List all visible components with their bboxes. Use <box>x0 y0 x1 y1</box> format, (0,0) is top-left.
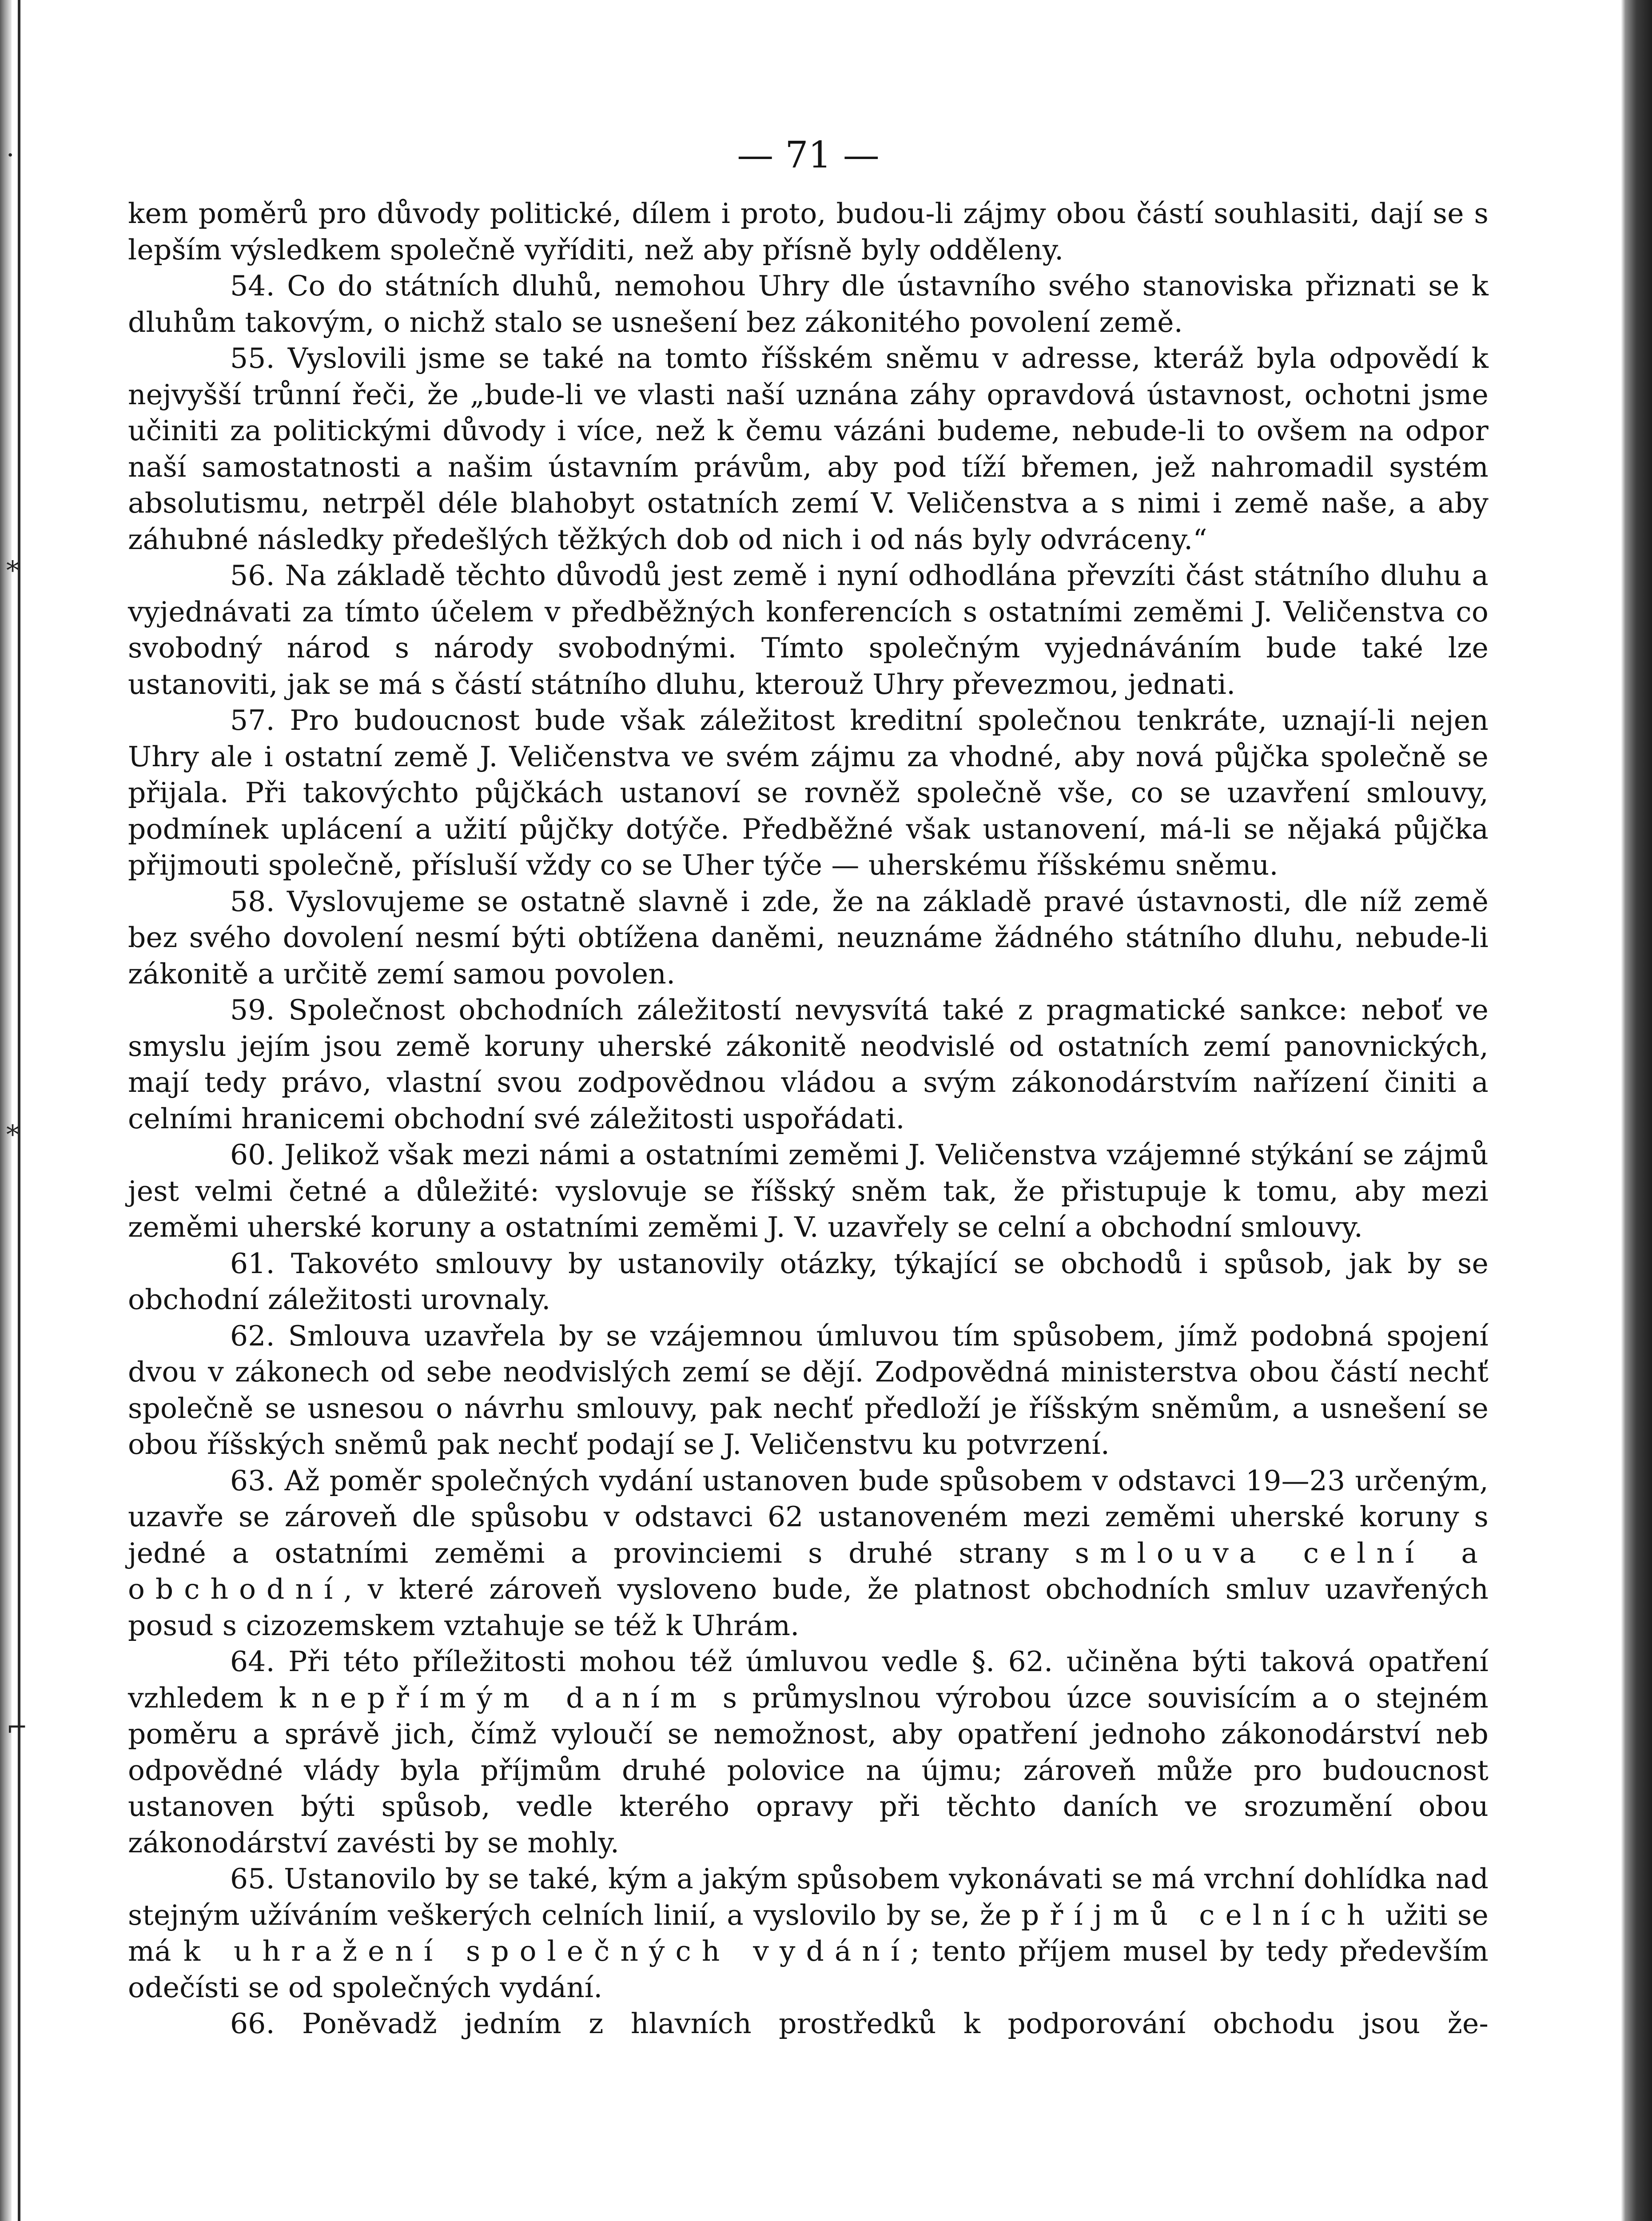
document-page <box>128 133 1489 2042</box>
paragraph-64-text: 64. Při této příležitosti mohou též úmluvou vedle §. 62. učiněna býti taková opatření vzhledem k <box>128 1645 1489 1714</box>
paragraph-continued: kem poměrů pro důvody politické, dílem i proto, budou-li zájmy obou částí souhlasiti, dají se s lepším výsledkem společně vyříditi, než aby přísně byly odděleny. <box>128 197 1489 266</box>
margin-mark: * <box>6 1119 19 1150</box>
paragraph-60: 60. Jelikož však mezi námi a ostatními zeměmi J. Veličenstva vzájemné stýkání se zájmů jest velmi četné a důležité: vyslovuje se říšský sněm tak, že přistupuje k tomu, aby mezi zeměmi uherské koruny a ostatními zeměmi J. V. uzavřely se celní a obchodní smlouvy. <box>128 1138 1489 1243</box>
paragraph-63-text-end: , v které zároveň vysloveno bude, že platnost obchodních smluv uzavřených posud s cizozemskem vztahuje se též k Uhrám. <box>128 1573 1489 1642</box>
paragraph-58: 58. Vyslovujeme se ostatně slavně i zde, že na základě pravé ústavnosti, dle níž země bez svého dovolení nesmí býti obtížena daněmi, neuznáme žádného státního dluhu, nebude-li zákonitě a určitě zemí samou povolen. <box>128 885 1489 990</box>
paragraph-54: 54. Co do státních dluhů, nemohou Uhry dle ústavního svého stanoviska přiznati se k dluhům takovým, o nichž stalo se usnešení bez zákonitého povolení země. <box>128 270 1489 338</box>
paragraph-65 <box>128 1861 1489 2006</box>
paragraph-57: 57. Pro budoucnost bude však záležitost kreditní společnou tenkráte, uznají-li nejen Uhry ale i ostatní země J. Veličenstva ve svém zájmu za vhodné, aby nová půjčka společně se přijala. Při takovýchto půjčkách ustanoví se rovněž společně vše, co se uzavření smlouvy, podmínek uplácení a užití půjčky dotýče. Předběžné však ustanovení, má-li se nějaká půjčka přijmouti společně, přísluší vždy co se Uher týče — uherskému říšskému sněmu. <box>128 704 1489 881</box>
body-text <box>128 195 1489 2042</box>
margin-mark: · <box>6 140 15 170</box>
emphasis-k-uhrazeni: k uhražení společných vydání <box>183 1935 911 1967</box>
page-number: — 71 — <box>737 134 880 176</box>
paragraph-63 <box>128 1463 1489 1644</box>
paragraph-64 <box>128 1644 1489 1861</box>
paragraph-64-text-end: s průmyslnou výrobou úzce souvisícím a o stejném poměru a správě jich, čímž vyloučí se nemožnost, aby opatření jednoho zákonodárství neb odpovědné vlády byla příjmům druhé polovice na újmu; zároveň může pro budoucnost ustanoven býti spůsob, vedle kterého opravy při těchto daních ve srozumění obou zákonodárství zavésti by se mohly. <box>128 1681 1489 1859</box>
paragraph-59: 59. Společnost obchodních záležitostí nevysvítá také z pragmatické sankce: neboť ve smyslu jejím jsou země koruny uherské zákonitě neodvislé od ostatních zemí panovnických, mají tedy právo, vlastní svou zodpovědnou vládou a svým zákonodárstvím nařízení činiti a celními hranicemi obchodní své záležitosti uspořádati. <box>128 994 1489 1135</box>
paragraph-56: 56. Na základě těchto důvodů jest země i nyní odhodlána převzíti část státního dluhu a vyjednávati za tímto účelem v předběžných konferencích s ostatními zeměmi J. Veličenstva co svobodný národ s národy svobodnými. Tímto společným vyjednáváním bude také lze ustanoviti, jak se má s částí státního dluhu, kterouž Uhry převezmou, jednati. <box>128 559 1489 701</box>
paragraph-65-text-end: ; tento příjem musel by tedy především odečísti se od společných vydání. <box>128 1935 1489 2004</box>
paragraph-63-text: 63. Až poměr společných vydání ustanoven bude spůsobem v odstavci 19—23 určeným, uzavře se zároveň dle spůsobu v odstavci 62 ustanoveném mezi zeměmi uherské koruny s jedné a ostatními zeměmi a provinciemi s druhé strany <box>128 1464 1489 1569</box>
paragraph-62: 62. Smlouva uzavřela by se vzájemnou úmluvou tím spůsobem, jímž podobná spojení dvou v zákonech od sebe neodvislých zemí se dějí. Zodpovědná ministerstva obou částí nechť společně se usnesou o návrhu smlouvy, pak nechť předloží je říšským sněmům, a usnešení se obou říšských sněmů pak nechť podají se J. Veličenstvu ku potvrzení. <box>128 1319 1489 1461</box>
scan-edge-line <box>18 0 20 2221</box>
scan-edge-left <box>0 0 15 2221</box>
paragraph-65-text-mid: užiti se má <box>128 1899 1489 1967</box>
margin-mark: ⌐ <box>6 1712 28 1743</box>
emphasis-neprimym-danim: nepřímým daním <box>311 1681 708 1714</box>
emphasis-smlouva-celni: smlouva celní a obchodní <box>128 1536 1489 1605</box>
paragraph-55: 55. Vyslovili jsme se také na tomto říšském sněmu v adresse, kteráž byla odpovědí k nejvyšší trůnní řeči, že „bude-li ve vlasti naší uznána záhy opravdová ústavnost, ochotni jsme učiniti za politickými důvody i více, než k čemu vázáni budeme, nebude-li to ovšem na odpor naší samostatnosti a našim ústavním právům, aby pod tíží břemen, jež nahromadil systém absolutismu, netrpěl déle blahobyt ostatních zemí V. Veličenstva a s nimi i země naše, a aby záhubné následky předešlých těžkých dob od nich i od nás byly odvráceny.“ <box>128 342 1489 556</box>
paragraph-66: 66. Poněvadž jedním z hlavních prostředků k podporování obchodu jsou že- <box>230 2007 1489 2040</box>
margin-mark: * <box>6 555 19 585</box>
paragraph-65-text: 65. Ustanovilo by se také, kým a jakým spůsobem vykonávati se má vrchní dohlídka nad stejným užíváním veškerých celních linií, a vyslovilo by se, že <box>128 1863 1489 1931</box>
paragraph-61: 61. Takovéto smlouvy by ustanovily otázky, týkající se obchodů i spůsob, jak by se obchodní záležitosti urovnaly. <box>128 1247 1489 1316</box>
emphasis-prijmu-celnich: příjmů celních <box>1021 1899 1376 1931</box>
scan-edge-right <box>1621 0 1652 2221</box>
